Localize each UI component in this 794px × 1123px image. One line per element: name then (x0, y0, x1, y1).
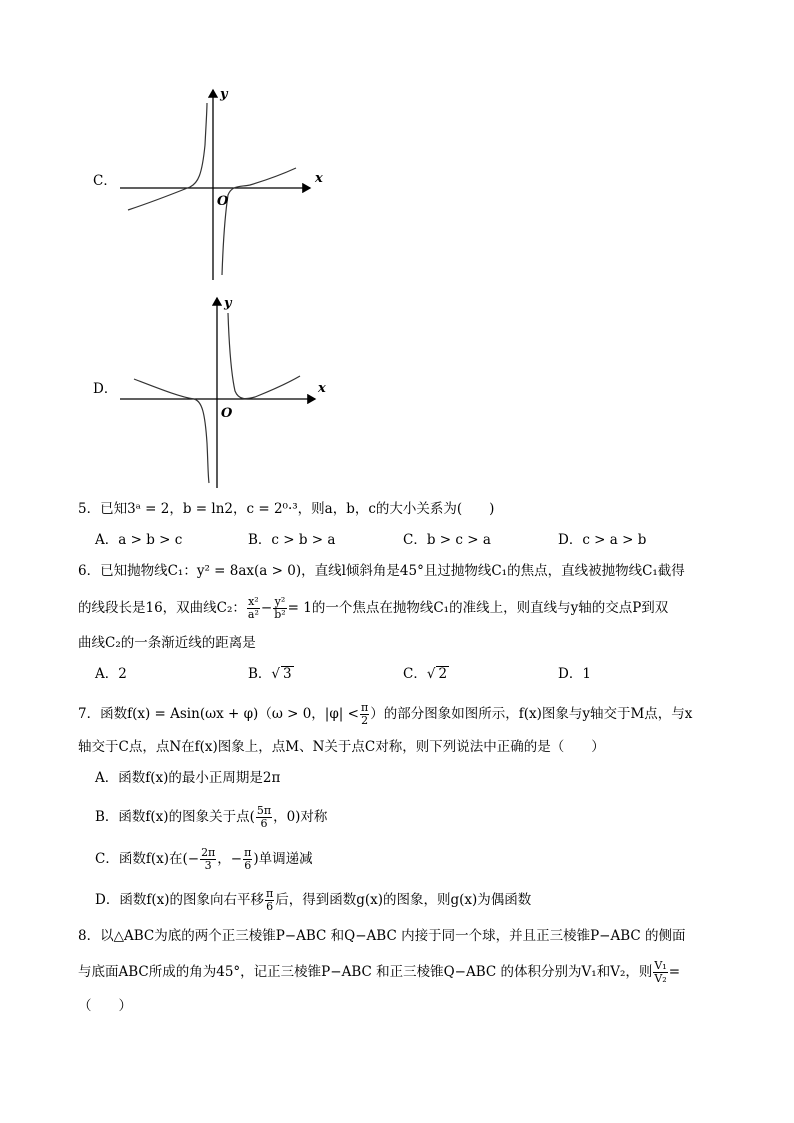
q7-option-b-den: 6 (260, 817, 268, 830)
q7-frac-den: 2 (361, 714, 369, 727)
graph-d-x-label: x (318, 381, 326, 396)
q6-frac2-num: y² (274, 595, 286, 608)
q6-option-b-label: B． (248, 666, 272, 682)
q5-option-b: B．c > b > a (248, 532, 336, 548)
graph-c-curve-left (128, 103, 207, 210)
q6-option-b: B．√ 3 (248, 666, 292, 682)
q7-option-c-pre: C．函数f(x)在(− (95, 851, 200, 867)
q7-option-b-num: 5π (256, 804, 272, 817)
q6-option-a: A．2 (95, 666, 127, 682)
q5-option-c: C．b > c > a (403, 532, 491, 548)
q7-line-1-post: ）的部分图象如图所示，f(x)图象与y轴交于M点，与x (370, 706, 693, 722)
q7-option-b-post: ，0)对称 (273, 809, 328, 825)
q7-option-c-num1: 2π (201, 846, 216, 859)
q7-fraction-pi-2 (360, 702, 369, 727)
q7-line-1-pre: 7．函数f(x) = Asin(ωx + φ)（ω > 0，|φ| < (78, 706, 359, 722)
q8-line-2-post: = (668, 964, 681, 980)
q7-line-1 (78, 702, 692, 727)
q7-option-c-post: )单调递减 (253, 851, 313, 867)
q6-line-2 (78, 596, 668, 621)
graph-c-curve-right (222, 168, 296, 275)
q7-option-d-pre: D．函数f(x)的图象向右平移 (95, 892, 264, 908)
graph-d-origin-label: O (221, 406, 233, 421)
q6-option-d: D．1 (558, 666, 591, 682)
graph-c-option-label: C． (93, 173, 117, 189)
q6-minus: − (260, 600, 273, 616)
q7-option-c-fraction-2 (243, 847, 252, 872)
q7-option-d-den: 6 (266, 900, 274, 913)
graph-d-curve-right (228, 313, 300, 399)
q6-line-2-pre: 的线段长是16，双曲线C₂： (78, 600, 246, 616)
q8-line-2-pre: 与底面ABC所成的角为45°，记正三棱锥P−ABC 和正三棱锥Q−ABC 的体积分别为V₁和V₂，则 (78, 964, 653, 980)
graph-c-x-label: x (315, 171, 323, 186)
q8-frac-num: V₁ (654, 959, 667, 972)
q7-option-b-pre: B．函数f(x)的图象关于点( (95, 809, 255, 825)
q8-frac-den: V₂ (654, 972, 667, 985)
graph-c-origin-label: O (217, 194, 229, 209)
q7-option-b (95, 805, 327, 830)
q6-frac1-den: a² (247, 608, 259, 621)
q6-line-1: 6．已知抛物线C₁：y² = 8ax(a > 0)，直线l倾斜角是45°且过抛物线C₁的焦点，直线被抛物线C₁截得 (78, 563, 685, 579)
q6-option-c-radicand: 2 (438, 666, 448, 682)
graph-d-y-label: y (224, 296, 232, 311)
graph-d-option-label: D． (93, 381, 118, 397)
graph-d-figure (110, 293, 330, 493)
q6-fraction-x (247, 596, 260, 621)
q7-option-c (95, 847, 313, 872)
q7-line-2: 轴交于C点，点N在f(x)图象上，点M、N关于点C对称，则下列说法中正确的是（ ） (78, 739, 605, 755)
q7-option-d (95, 888, 531, 913)
q8-line-2 (78, 960, 680, 985)
q6-line-3: 曲线C₂的一条渐近线的距离是 (78, 635, 256, 651)
q7-option-c-fraction-1 (200, 847, 216, 872)
q6-option-c-label: C． (403, 666, 427, 682)
q7-option-d-num: π (265, 887, 274, 900)
q8-answer-blank: （ ） (78, 998, 132, 1014)
q5-option-a: A．a > b > c (95, 532, 183, 548)
q7-option-a: A．函数f(x)的最小正周期是2π (95, 770, 281, 786)
q6-frac2-den: b² (274, 608, 286, 621)
q6-frac1-num: x² (248, 595, 259, 608)
graph-c-figure (110, 85, 325, 285)
q7-option-d-fraction (265, 888, 274, 913)
q6-option-b-radicand: 3 (283, 666, 292, 682)
q7-option-c-den2: 6 (244, 859, 252, 872)
q7-option-c-mid: ，− (217, 851, 243, 867)
q5-option-d: D．c > a > b (558, 532, 647, 548)
q5-stem: 5．已知3ᵃ = 2，b = ln2，c = 2⁰·³，则a，b，c的大小关系为( ) (78, 501, 495, 517)
q8-fraction-v1-v2 (653, 960, 667, 985)
graph-d-curve-left (134, 379, 209, 483)
q8-line-1: 8．以△ABC为底的两个正三棱锥P−ABC 和Q−ABC 内接于同一个球，并且正三棱锥P−ABC 的侧面 (78, 928, 686, 944)
q6-line-2-post: = 1的一个焦点在抛物线C₁的准线上，则直线与y轴的交点P到双 (287, 600, 669, 616)
q6-fraction-y (273, 596, 286, 621)
q7-option-d-post: 后，得到函数g(x)的图象，则g(x)为偶函数 (275, 892, 532, 908)
q7-option-c-den1: 3 (204, 859, 212, 872)
graph-c-y-label: y (220, 87, 228, 102)
q7-option-b-fraction (256, 805, 272, 830)
q7-option-c-num2: π (244, 846, 252, 859)
q7-frac-num: π (360, 701, 369, 714)
q6-option-c: C．√ 2 (403, 666, 448, 682)
